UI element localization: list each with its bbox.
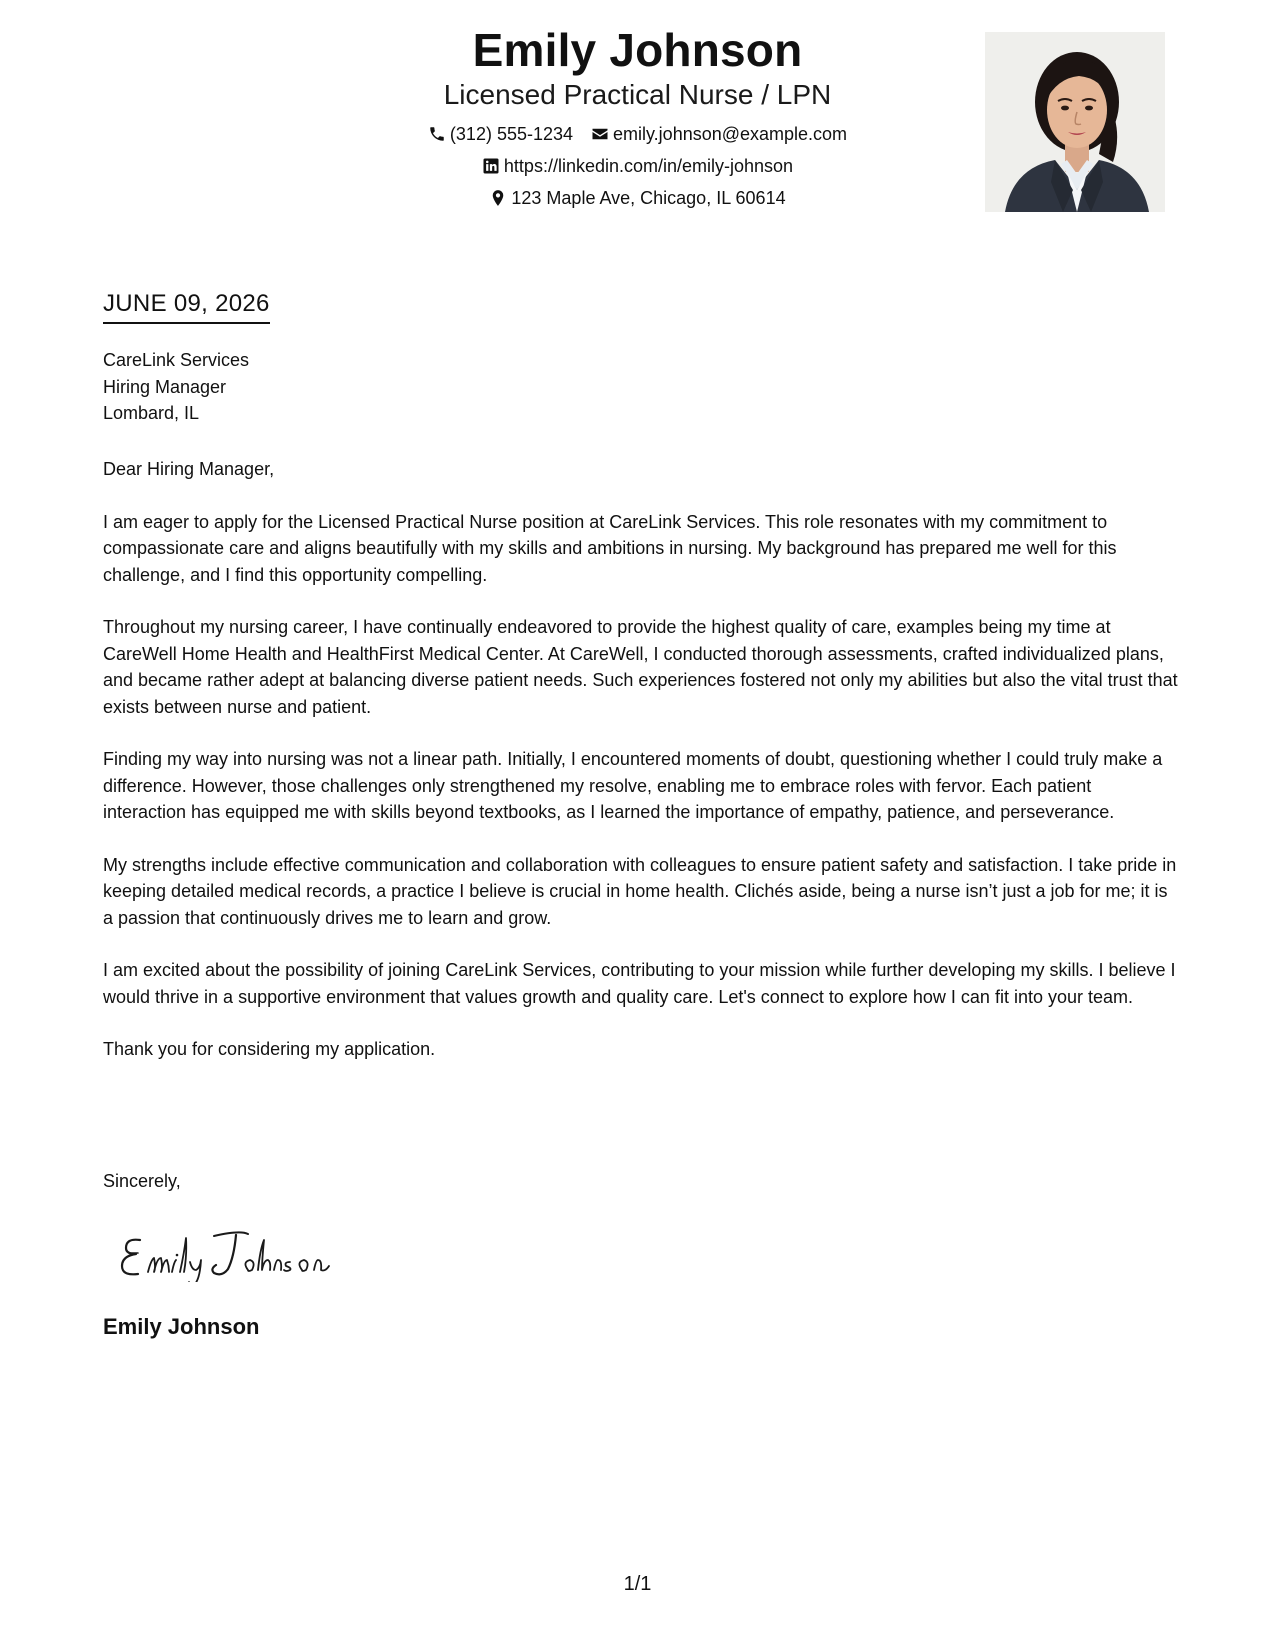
paragraph-4: My strengths include effective communication and collaboration with colleagues to ensure patient safety and satisfaction. I take pride in keeping detailed medical records, a practice I believe is crucial in home health. Clichés aside, being a nurse isn’t just a job for me; it is a passion that continuously drives me to learn and grow. (103, 854, 1177, 928)
closing: Sincerely, (103, 1171, 181, 1191)
linkedin-url: https://linkedin.com/in/emily-johnson (503, 156, 794, 176)
recipient-location: Lombard, IL (103, 403, 200, 423)
letter-date: JUNE 09, 2026 (103, 288, 270, 324)
paragraph-3: Finding my way into nursing was not a linear path. Initially, I encountered moments of doubt, questioning whether I could truly make a difference. However, those challenges only strengthened my resolve, enabling me to embrace roles with fervor. Each patient interaction has equipped me with skills beyond textbooks, as I learned the importance of empathy, patience, and perseverance. (103, 749, 1163, 822)
envelope-icon (591, 125, 609, 143)
applicant-title: Licensed Practical Nurse / LPN (443, 79, 832, 110)
recipient-company: CareLink Services (103, 350, 250, 370)
contact-email (591, 118, 847, 150)
phone-icon (428, 125, 446, 143)
paragraph-2: Throughout my nursing career, I have continually endeavored to provide the highest quality of care, examples being my time at CareWell Home Health and HealthFirst Medical Center. At CareWell, I conducted thorough assessments, crafted individualized plans, and became rather adept at balancing diverse patient needs. Such experiences fostered not only my abilities but also the vital trust that exists between nurse and patient. (103, 617, 1178, 717)
greeting: Dear Hiring Manager, (103, 459, 275, 479)
applicant-name: Emily Johnson (472, 24, 803, 76)
contact-address (489, 182, 785, 214)
paragraph-5: I am excited about the possibility of joining CareLink Services, contributing to your mission while further developing my skills. I believe I would thrive in a supportive environment that values growth and quality care. Let's connect to explore how I can fit into your team. (103, 960, 1176, 1007)
recipient-contact: Hiring Manager (103, 376, 227, 397)
signature-image (118, 1222, 358, 1282)
contact-phone (428, 118, 573, 150)
street-address: 123 Maple Ave, Chicago, IL 60614 (511, 188, 786, 208)
profile-photo (985, 32, 1165, 212)
phone-number: (312) 555-1234 (449, 124, 574, 144)
email-address: emily.johnson@example.com (613, 124, 848, 144)
recipient-block (103, 347, 249, 427)
paragraph-6: Thank you for considering my application. (103, 1039, 436, 1059)
page-number: 1/1 (623, 1573, 652, 1595)
linkedin-icon (482, 157, 500, 175)
paragraph-1: I am eager to apply for the Licensed Practical Nurse position at CareLink Services. This role resonates with my commitment to compassionate care and aligns beautifully with my skills and ambitions in nursing. My background has prepared me well for this challenge, and I find this opportunity compelling. (103, 511, 1117, 585)
contact-linkedin (482, 150, 793, 182)
map-pin-icon (489, 189, 507, 207)
letter-body (103, 456, 1178, 1089)
signer-name: Emily Johnson (103, 1314, 260, 1339)
